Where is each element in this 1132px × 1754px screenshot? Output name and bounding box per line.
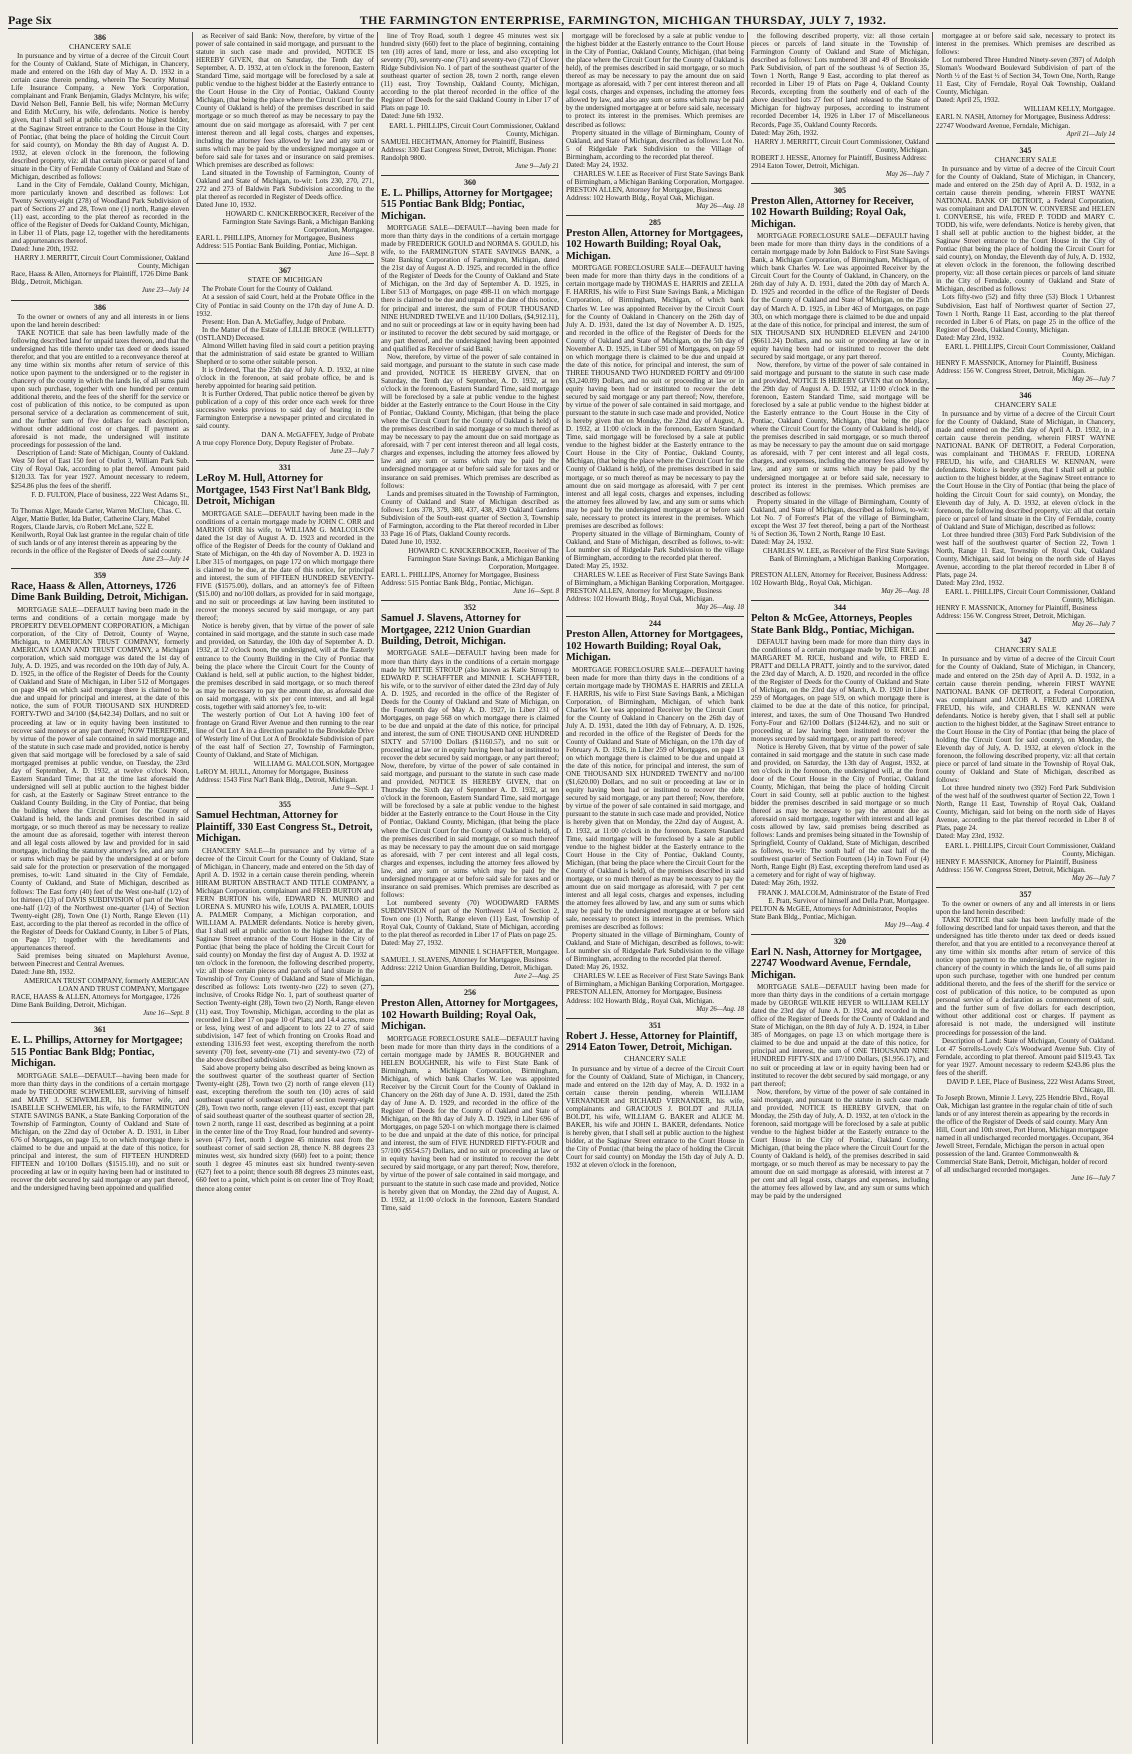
notice-paragraph: MORTGAGE SALE—DEFAULT—having been made for more than thirty days in the conditions of a certain mortgage made by FREDERICK GOULD and NORMA S. GOULD, his wife, to the FARMINGTON STATE SAVINGS BANK, a State Banking Corporation of Farmington, Michigan, dated the 21st day of August A. D. 1925, and recorded in the office of the Register of Deeds for the County of Oakland and State of Michigan, on the 3rd day of September A. D. 1925, in Liber 513 of Mortgages, on page 498-11 on which mortgage there is claimed to be due and unpaid at the date of this notice, for principal and interest, the sum of FOUR THOUSAND NINE HUNDRED TWELVE and 11/100 Dollars, ($4,912.11), and no suit or proceedings at law or in equity having been had or instituted to recover the debt secured by said mortgage, or any part thereof, and the undersigned having been appointed and qualified as Receiver of said Bank; — [381, 224, 559, 353]
notice-number: 351 — [649, 1020, 661, 1030]
notice-number: 285 — [649, 218, 661, 228]
notice-divider — [381, 985, 559, 986]
notice-paragraph: Lot numbered Three Hundred Ninety-seven (397) of Adolph Sloman's Woodward Boulevard Subdivision of part of the North ½ of the East ½ of Section 34, Town One, North, Range 11 East, City of Ferndale, Royal Oak Township, Oakland County, Michigan. — [936, 56, 1115, 97]
notice-number: 360 — [464, 177, 476, 187]
notice-attorneys: HENRY F. MASSNICK, Attorney for Plaintiff, Business Address: 156 W. Congress Street, Detroit, Michigan. — [936, 604, 1098, 621]
notice-number: 357 — [1019, 889, 1032, 899]
notice-divider — [196, 263, 374, 264]
notice-paragraph: Now, therefore, by virtue of the power of sale contained in said mortgage, and pursuant to the statute in such case made and provided, NOTICE IS HEREBY GIVEN, that on Monday, the 25th day of July, A. D. 1932, at ten o'clock in the forenoon, said mortgage will be foreclosed by a sale at public vendue to the highest bidder at the Easterly entrance to the Court House in the City of Pontiac, Oakland County, Michigan, (that being the place where the Circuit Court for the County of Oakland is held), of the premises described in said mortgage, or so much thereof as may be necessary to pay the amount due on said mortgage as aforesaid, with interest at 7 per cent and all legal costs, charges and expenses, including the attorney fees allowed by law, and any sum or sums which may be paid by the undersigned — [751, 1087, 929, 1201]
notice-signature: CHARLES W. LEE as Receiver of First State Savings Bank of Birmingham, a Michigan Banking Corporation, Mortgagee. — [566, 571, 744, 588]
notice-attorneys: PRESTON ALLEN, Attorney for Mortgagee, Business Address: 102 Howarth Bldg., Royal Oak, Michigan. — [566, 185, 722, 202]
notice-subhead: STATE OF MICHIGAN — [247, 275, 323, 285]
notice-paragraph: MORTGAGE FORECLOSURE SALE—DEFAULT having been made for more than thirty days in the conditions of a certain mortgage made by JAMES R. BOUGHNER and HELEN BOUGHNER, his wife to First State Bank of Birmingham, a Michigan Corporation, Birmingham, Michigan, of which bank Charles W. Lee was appointed Receiver by the Circuit Court for the County of Oakland in Chancery on the 26th day of June A. D. 1931, dated the 25th day of June A. D. 1929, and recorded in the office of the Register of Deeds for the County of Oakland and State of Michigan, on the 8th day of July A. D. 1929, in Liber 696 of Mortgages, on page 520-1 on which mortgage there is claimed to be due and unpaid at the date of this notice, for principal and interest, the sum of FIVE HUNDRED FIFTY-FOUR and 57/100 ($554.57) Dollars, and no suit or proceeding at law or in equity having been had or instituted to recover the debt secured by said mortgage, or any part thereof; Now, therefore, by virtue of the power of sale contained in said mortgage, and pursuant to the statute in such case made and provided, Notice is hereby given that on Monday, the 22nd day of August, A. D. 1932, at 11:00 o'clock in the forenoon, Eastern Standard Time, said — [381, 1034, 559, 1212]
notice-divider — [566, 1018, 744, 1019]
notice-paragraph: At a session of said Court, held at the Probate Office in the City of Pontiac in said County on the 17th day of June A. D. 1932. — [196, 293, 374, 318]
notice-paragraph: In pursuance and by virtue of a decree of the Circuit Court for the County of Oakland, State of Michigan, in Chancery, made and entered on the 25th day of April A. D. 1932, in a certain cause therein pending, wherein FIRST WAYNE NATIONAL BANK OF DETROIT, a Federal Corporation, was complainant and DALTON W. CONVERSE and HELEN I. CONVERSE, his wife, FRED P. TODD and MARY C. TODD, his wife, were defendants. Notice is hereby given, that I shall sell at public auction to the highest bidder, at the Saginaw Street entrance to the Court House in the City of Pontiac (that being the place of holding the Circuit Court for said county), on Monday, the Eleventh day of July, A. D. 1932, at eleven o'clock in the forenoon, the following described property, viz: all those certain pieces or parcels of land situate in the City of Ferndale, county of Oakland and State of Michigan, described as follows: — [936, 164, 1115, 294]
notice-run-dates: June 16—Sept. 8 — [143, 1010, 189, 1018]
notice-paragraph: In the Matter of the Estate of LILLIE BROCE (WILLETT) (OSTLAND) Deceased. — [196, 325, 374, 342]
notice-paragraph: Lots fifty-two (52) and fifty three (53) Block 1 Urbanrest Subdivision, East half of Northwest quarter of Section 27, Town 1 North, Range 11 East, according to the plat thereof recorded in Liber 6 of Plats, on page 25 in the office of the Register of Deeds, Oakland County, Michigan. — [936, 293, 1115, 334]
notice-paragraph: Land in the City of Ferndale, Oakland County, Michigan, more particularly known and described as follows: Lot Twenty Seventy-eight (278) of Woodland Park Subdivision of part of Sections 27 and 28, Town one (1) north, Range eleven (11) east, according to the plat thereof as recorded in the office of the Register of Deeds for Oakland County, Michigan, in Liber 11 of Plats, page 12, together with the hereditaments and appurtenances thereof. — [11, 180, 189, 246]
notice-paragraph: Property situated in the village of Birmingham, County of Oakland, and State of Michigan, described as follows, to-wit: Lot number six of Ridgedale Park Subdivision to the village of Birmingham, according to the recorded plat thereof. — [566, 931, 744, 964]
notice-attorneys: LeROY M. HULL, Attorney for Mortgagee, Business Address: 1543 First Nat'l Bank Bldg., Detroit, Michigan. — [196, 768, 358, 785]
legal-notice — [196, 32, 374, 259]
notice-divider — [936, 633, 1115, 634]
notice-date: Dated June 10, 1932. — [381, 537, 442, 546]
legal-notice — [936, 392, 1115, 629]
legal-notice — [381, 179, 559, 596]
notice-divider — [196, 797, 374, 798]
notice-divider — [381, 600, 559, 601]
notice-paragraph: Almond Willett having filed in said court a petition praying that the administration of said estate be granted to William Shepherd or to some other suitable person. — [196, 341, 374, 366]
notice-divider — [936, 887, 1115, 888]
legal-notice — [751, 187, 929, 596]
notice-signature: CHARLES W. LEE as Receiver of First State Savings Bank of Birmingham, a Michigan Banking Corporation, Mortgagee. — [566, 169, 744, 186]
legal-notice — [196, 464, 374, 793]
notice-signature: EARL L. PHILLIPS, Circuit Court Commissioner, Oakland County, Michigan. — [945, 841, 1115, 858]
notice-run-dates: May 19—Aug. 4 — [884, 921, 929, 929]
legal-notice — [196, 267, 374, 456]
notice-divider — [566, 215, 744, 216]
notice-paragraph: TAKE NOTICE that sale has been lawfully made of the following described land for unpaid taxes thereon, and that the undersigned has title thereto under tax deed or deeds issued therefor, and that you are entitled to a reconveyance thereof at any time within six months after return of service of this notice upon payment to the undersigned or to the register in chancery of the county in which the lands lie, of all sums paid upon such purchase, together with one hundred per centum additional thereto, and the fees of the sheriff for the service or cost of publication of this notice, to be computed as upon personal service of a declaration as commencement of suit, and the further sum of five dollars for each description, without other additional cost or charges. If payment as aforesaid is not made, the undersigned will institute proceedings for possession of the land. — [936, 915, 1115, 1037]
legal-notice — [196, 801, 374, 1192]
notice-signature: HARRY J. MERRITT, Circuit Court Commissioner, Oakland County, Michigan. — [754, 137, 929, 154]
notice-paragraph: It is Ordered, That the 25th day of July A. D. 1932, at nine o'clock in the forenoon, at said probate office, be and is hereby appointed for hearing said petition. — [196, 365, 374, 390]
notice-paragraph: Notice is hereby given, that by virtue of the power of sale contained in said mortgage, and the statute in such case made and provided, on Saturday, the 10th day of September A. D. 1932, at 12 o'clock noon, the undersigned, will at the Easterly entrance to the County Building in the City of Pontiac that being the place where the Circuit Court for the County of Oakland is held, sell at public auction, to the highest bidder, the premises described in said mortgage, or so much thereof as may be necessary to pay the amount due, as aforesaid due on said mortgage, with six per cent interest, and all legal costs, together with said attorney's fee, to-wit: — [196, 622, 374, 711]
notice-run-dates: June 16—Sept. 8 — [328, 251, 374, 259]
notice-date: Dated: May 23rd, 1932. — [936, 333, 1004, 342]
notice-signature: WILLIAM G. MALCOLSON, Mortgagee — [253, 760, 374, 769]
notice-number: 386 — [94, 302, 106, 312]
notice-signature: EARL L. PHILLIPS, Circuit Court Commissioner, Oakland County, Michigan. — [945, 588, 1115, 605]
notice-subhead: CHANCERY SALE — [994, 400, 1057, 410]
notice-divider — [11, 1022, 189, 1023]
notice-paragraph: The westerly portion of Out Lot A having 100 feet of frontage on Grand River Avenue and then running to the rear line of Out Lot A in a direction parallel to the Brookdale Drive of Westerly line of Out Lot A of Brookdale Subdivision of part of the east half of Section 27, Township of Farmington, County of Oakland, and State of Michigan. — [196, 710, 374, 760]
notice-number: 346 — [1019, 390, 1032, 400]
legal-notice — [11, 572, 189, 1018]
notice-attorneys: A true copy Florence Doty, Deputy Register of Probate. — [196, 439, 354, 448]
notice-number: 347 — [1019, 636, 1032, 646]
notice-run-dates: June 16—July 7 — [1071, 1175, 1115, 1183]
legal-notice — [381, 604, 559, 981]
legal-notice — [381, 989, 559, 1211]
notice-date: Dated: April 25, 1932. — [936, 96, 1000, 105]
legal-notice — [936, 147, 1115, 384]
newspaper-title: THE FARMINGTON ENTERPRISE, FARMINGTON, MICHIGAN THURSDAY, JULY 7, 1932. — [359, 13, 887, 27]
notice-signature: DAVID P. LEE, Place of Business, 222 West Adams Street, Chicago, Ill. — [946, 1077, 1115, 1094]
notice-attorneys: EARL L. PHILLIPS, Attorney for Mortgagee, Business Address: 515 Pontiac Bank Bldg., Pontiac, Michigan. — [381, 571, 539, 588]
notice-attorneys: SAMUEL HECHTMAN, Attorney for Plaintiff, Business Address: 330 East Congress Street, Detroit, Michigan. Phone: Randolph 9800. — [381, 137, 557, 162]
notice-paragraph: To the owner or owners of any and all interests in or liens upon the land herein described: — [936, 899, 1115, 916]
notice-attorneys: PRESTON ALLEN, Attorney for Receiver, Business Address: 102 Howarth Bldg., Royal Oak, Michigan. — [751, 571, 928, 588]
notice-date: Dated: May 24, 1932. — [566, 160, 629, 169]
notice-attorneys: EARL N. NASH, Attorney for Mortgagee, Business Address: 22747 Woodward Avenue, Ferndale, Michigan. — [936, 113, 1111, 130]
notice-run-dates: June 23—July 7 — [330, 448, 374, 456]
notice-number: 344 — [834, 603, 846, 613]
notice-signature: AMERICAN TRUST COMPANY, formerly AMERICAN LOAN AND TRUST COMPANY, Mortgagee — [23, 977, 189, 994]
notice-run-dates: April 21—July 14 — [1066, 130, 1115, 138]
notice-run-dates: May 26—Aug. 18 — [696, 202, 744, 210]
notice-paragraph: MORTGAGE FORECLOSURE SALE—DEFAULT having been made for more than thirty days in the conditions of a certain mortgage made by THOMAS E. HARRIS and ZELLA F. HARRIS, his wife to First State Savings Bank, a Michigan Corporation, of Birmingham, Michigan, of which bank Charles W. Lee was appointed Receiver by the Circuit Court for the County of Oakland in Chancery on the 26th day of July A. D. 1931, dated the 1st day of November A. D. 1925, and recorded in the office of the Register of Deeds for the County of Oakland and State of Michigan, on the 5th day of November A. D. 1925, in Liber 591 of Mortgages, on page 59 on which mortgage there is claimed to be due and unpaid at the date of this notice, for principal and interest, the sum of THREE THOUSAND TWO HUNDRED FORTY and 09/100 ($3,240.09) Dollars, and no suit or proceeding at law or in equity having been had or instituted to recover the debt secured by said mortgage or any part thereof; Now, therefore, by virtue of the power of sale contained in said mortgage, and pursuant to the statute in such case made and provided, Notice is hereby given that on Monday, the 22nd day of August, A. D. 1932, at 11:00 o'clock in the forenoon, Eastern Standard Time, said mortgage will be foreclosed by a sale at public vendue to the highest bidder at the Easterly entrance to the Court House in the City of Pontiac, Oakland County, Michigan, (that being the place where the Circuit Court for the County of Oakland is held), of the premises described in said mortgage, or so much thereof as may be necessary to pay the amount due on said mortgage as aforesaid, with 7 per cent interest and all legal costs, charges and expenses, including the attorney fees allowed by law, and any sum or sums which may be paid by the undersigned mortgagee at or before said sale, necessary to protect its interest in the premises. Which premises are described as follows: — [566, 264, 744, 530]
masthead — [8, 6, 1118, 29]
notice-date: Dated: June 20th, 1932. — [11, 245, 79, 254]
notice-signature: MINNIE I. SCHAFFTER, Mortgagee. — [449, 948, 559, 957]
notice-signature: DAN A. McGAFFEY, Judge of Probate — [261, 431, 374, 440]
notice-attorneys: PRESTON ALLEN, Attorney for Mortgagee, Business Address: 102 Howarth Bldg., Royal Oak, Michigan. — [566, 988, 722, 1005]
notice-signature: CHARLES W. LEE as Receiver of First State Savings Bank of Birmingham, a Michigan Banking Corporation, Mortgagee. — [566, 972, 744, 989]
notice-run-dates: June 2—Aug. 25 — [513, 973, 559, 981]
notice-run-dates: May 26—Aug. 18 — [696, 1005, 744, 1013]
notice-attorneys: Race, Haass & Allen, Attorneys for Plaintiff, 1726 Dime Bank Bldg., Detroit, Michigan. — [11, 270, 189, 287]
notice-paragraph: Land situated in the Township of Farmington, County of Oakland and State of Michigan, to-wit: Lots 230, 270, 271, 272 and 273 of Baldwin Park Subdivision according to the plat thereof as recorded in Register of Deeds office. — [196, 168, 374, 201]
notice-headline: Robert J. Hesse, Attorney for Plaintiff, 2914 Eaton Tower, Detroit, Michigan. — [566, 1030, 738, 1054]
notice-headline: Preston Allen, Attorney for Mortgagees, 102 Howarth Building; Royal Oak, Michigan. — [381, 998, 558, 1033]
notice-run-dates: May 26—July 7 — [1071, 375, 1115, 383]
notice-run-dates: May 26—July 7 — [1071, 874, 1115, 882]
notice-paragraph: Description of Land: State of Michigan, County of Oakland. West 50 feet of East 150 feet of Outlot 3, William Park Sub. City of Royal Oak, according to plat thereof. Amount paid $120.33. Tax for year 1927. Amount necessary to redeem, $254.86 plus the fees of the sheriff. — [11, 449, 189, 490]
notice-run-dates: June 9—Sept. 1 — [331, 785, 374, 793]
notice-signature: EARL L. PHILLIPS, Circuit Court Commissioner, Oakland County, Michigan. — [945, 342, 1115, 359]
notice-headline: Samuel Hechtman, Attorney for Plaintiff, 330 East Congress St., Detroit, Michigan. — [196, 810, 373, 845]
notice-run-dates: May 26—Aug. 18 — [881, 588, 929, 596]
notice-number: 244 — [649, 619, 661, 629]
notice-paragraph: Property situated in the village of Birmingham, County of Oakland, and State of Michigan, described as follows: Lot No. 5 of Ridgedale Park Subdivision to the Village of Birmingham, according to the recorded plat thereof. — [566, 128, 744, 161]
notice-divider — [11, 568, 189, 569]
notice-paragraph: The Probate Court for the County of Oakland. — [202, 285, 333, 294]
notice-signature: EARL L. PHILLIPS, Circuit Court Commissioner, Oakland County, Michigan. — [389, 121, 559, 138]
legal-notice — [566, 219, 744, 612]
notice-paragraph: MORTGAGE SALE—DEFAULT having been made for more than thirty days in the conditions of a certain mortgage made by MITTIE STROUP (also known as Katie Stroup) to EDWARD P. SCHAFFTER and MINNIE I. SCHAFFTER, his wife, or to the survivor of either dated the 23rd day of July A. D. 1925, and recorded in the office of the Register of Deeds for the County of Oakland and State of Michigan, on the Fourteenth day of May A. D. 1927, in Liber 231 of Mortgages, on page 568 on which mortgage there is claimed to be due and unpaid at the date of this notice, for principal and interest, the sum of ONE THOUSAND ONE HUNDRED SIXTY and 57/100 Dollars ($1160.57), and no suit or proceeding at law or in equity having been had or instituted to recover the debt secured by said mortgage, or any part thereof; Now, therefore, by virtue of the power of sale contained in said mortgage, and pursuant to the statute in such case made and provided, NOTICE IS HEREBY GIVEN, that on Thursday the Sixth day of September A. D. 1932, at ten o'clock in the forenoon, Eastern Standard Time, said mortgage will be foreclosed by a sale at public vendue to the highest bidder at the Easterly entrance to the Court House in the City of Pontiac, Oakland County, Michigan, (that being the place where the Circuit Court for the County of Oakland is held), of the premises described in said mortgage, or so much thereof as may be necessary to pay the amount due on said mortgage as aforesaid, with 7 per cent interest and all legal costs, charges and expenses, including the attorney fees allowed by law, and any sum or sums which may be paid by the undersigned mortgagee at or before said sale for taxes and or insurance on said premises. Which premises are described as follows: — [381, 649, 559, 899]
column-4 — [563, 32, 748, 1744]
notice-number: 361 — [94, 1025, 106, 1035]
notice-paragraph: To the owner or owners of any and all interests in or liens upon the land herein described: — [11, 312, 189, 329]
notice-headline: Race, Haass & Allen, Attorneys, 1726 Dime Bank Building, Detroit, Michigan. — [11, 581, 189, 604]
notice-paragraph: Description of Land: State of Michigan, County of Oakland. Lot 47 Sorrells-Lovely Co's Woodward Avenue Sub. City of Ferndale, according to plat thereof. Amount paid $119.43. Tax for year 1927. Amount necessary to redeem $243.86 plus the fees of the sheriff. — [936, 1036, 1115, 1077]
notice-subhead: CHANCERY SALE — [69, 42, 131, 52]
notice-paragraph: Property situated in the village of Birmingham, County of Oakland, and State of Michigan, described as follows, to-wit: Lot No. 7 of Forrest's Plat of the village of Birmingham, except the West 37 feet thereof, being a part of the Northeast ¼ of Section 36, Town 2 North, Range 10 East. — [751, 497, 929, 538]
notice-headline: Earl N. Nash, Attorney for Mortgagee, 22747 Woodward Avenue, Ferndale, Michigan. — [751, 946, 922, 981]
notice-number: 331 — [279, 463, 291, 473]
notice-date: Dated: May 25, 1932. — [566, 562, 629, 571]
notice-subhead: CHANCERY SALE — [994, 154, 1057, 164]
notice-paragraph: DEFAULT having been made for more than thirty days in the conditions of a certain mortgage made by DEE RICE and MARGARET M. RICE, husband and wife, to FRED E. PRATT and DELLA PRATT, jointly and to the survivor, dated the 23rd day of March, A. D. 1920, and recorded in the office of the Register of Deeds for the County of Oakland and State of Michigan, on the 23rd day of March, A. D. 1920 in Liber 259 of Mortgages, on page 519, on which mortgage there is claimed to be due at the date of this notice, for principal, interest, and taxes, the sum of One Thousand Two Hundred Forty-Four and 62/100 Dollars ($1244.62), and no suit or proceeding at law having been instituted to recover the moneys secured by said mortgage, or any part thereof; — [751, 638, 929, 743]
notice-attorneys: EARL L. PHILLIPS, Attorney for Mortgagee, Business Address: 515 Pontiac Bank Building, Pontiac, Michigan. — [196, 234, 358, 251]
notice-date: Dated: May 27, 1932. — [381, 939, 444, 948]
notice-number: 345 — [1019, 145, 1032, 155]
notice-number: 359 — [94, 571, 106, 580]
notice-paragraph: In pursuance and by virtue of a decree of the Circuit Court for the County of Oakland, State of Michigan, in Chancery, made and entered on the 25th day of April A. D. 1932, in a certain cause therein pending, wherein FIRST WAYNE NATIONAL BANK OF DETROIT, a Federal Corporation, was complainant and THOMAS F. FREUD, LORENA FREUD, his wife, and CHARLES W. KENNAN, were defendants. Notice is hereby given, that I shall sell at public auction to the highest bidder, at the Saginaw Street entrance to the Court House in the City of Pontiac (that being the place of holding the Circuit Court for said county), on Monday, the Eleventh day of July, A. D. 1932, at eleven o'clock in the forenoon, the following described property, viz: all that certain piece or parcel of land situate in the City of Ferndale, county of Oakland and State of Michigan, described as follows: — [936, 410, 1115, 531]
notice-paragraph: the following described property, viz: all those certain pieces or parcels of land situate in the Township of Farmington County of Oakland and State of Michigan, described as follows: Lots numbered 38 and 49 of Brookside Park Subdivision, of part of the southeast ¼ of Section 35, Town 1 North, Range 9 East, according to plat thereof as recorded in Liber 19 of Plats on Page 4, Oakland County Records, excepting from the southerly end of each of the above described lots 27 feet of land released to the State of Michigan for highway purposes, according to instrument recorded December 14, 1926 in Liber 17 of Miscellaneous Records, Page 35, Oakland County Records. — [751, 32, 929, 129]
notice-paragraph: line of Troy Road, south 1 degree 45 minutes west six hundred sixty (660) feet to the place of beginning, containing ten (10) acres of land, more or less, and also excepting lot seventy (70), seventy-one (71) and seventy-two (72) of Clover Ridge Subdivision No. 1 of part of the southeast quarter of the southeast quarter of section 28, town 2 north, range eleven (11) east, Troy Township, Oakland County, Michigan, according to the plat thereof recorded in the office of the Register of Deeds for the said Oakland County in Liber 17 of Plats on page 10. — [381, 32, 559, 113]
notice-signature: HOWARD C. KNICKERBOCKER, Receiver of The Farmington State Savings Bank, a Michigan Banking Corporation, Mortgagee. — [407, 546, 559, 572]
notice-attorneys: RACE, HAASS & ALLEN, Attorneys for Mortgagee, 1726 Dime Bank Building, Detroit, Michigan. — [11, 993, 181, 1010]
notice-date: Dated: May 26th, 1932. — [751, 879, 819, 888]
notice-paragraph: Now, therefore, by virtue of the power of sale contained in said mortgage and pursuant to the statute in such case made and provided, NOTICE IS HEREBY GIVEN that on Monday, the 29th day of August A. D. 1932, at 11:00 o'clock in the forenoon, Eastern Standard Time, said mortgage will be foreclosed by a sale at public vendue to the highest bidder at the Easterly entrance to the Court House in the City of Pontiac, Oakland County, Michigan, (that being the place where the Circuit Court for the County of Oakland is held), of the premises described in said mortgage, or so much thereof as may be necessary to pay the amount due on said mortgage as aforesaid, with 7 per cent interest and all legal costs, charges, and expenses, including the attorney fees allowed by law, and any sum or sums which may be paid by the undersigned mortgagee at or before said sale, necessary to protect its interest in the premises. Which premises are described as follows: — [751, 360, 929, 498]
notice-paragraph: Said premises being situated on Maplehurst Avenue, between Pinecrest and Central Avenues. — [11, 951, 189, 968]
notice-attorneys: HENRY F. MASSNICK, Attorney for Plaintiff, Business Address: 156 W. Congress Street, Detroit, Michigan. — [936, 358, 1098, 375]
notice-run-dates: May 26—Aug. 18 — [696, 604, 744, 612]
notice-attorneys: PELTON & McGEE, Attorneys for Administrator, Peoples State Bank Bldg., Pontiac, Michigan. — [751, 904, 918, 921]
notice-paragraph: MORTGAGE SALE—DEFAULT having been made for more than thirty days in the conditions of a certain mortgage made by GEORGE WILKIE HEYER to WILLIAM KELLY dated the 23rd day of June A. D. 1924, and recorded in the office of the Register of Deeds for the County of Oakland and State of Michigan, on the 8th day of July A. D. 1924, in Liber 385 of Mortgages, on page 13 on which mortgage there is claimed to be due and unpaid at the date of this notice, for principal and interest, the sum of ONE THOUSAND NINE HUNDRED FIFTY-SIX and 17/100 Dollars, ($1,956.17), and no suit or proceeding at law or in equity having been had or instituted to recover the debt secured by said mortgage, or any part thereof; — [751, 983, 929, 1088]
notice-paragraph: MORTGAGE SALE—DEFAULT having been made in the conditions of a certain mortgage made by JOHN C. ORR and MARION ORR his wife, to WILLIAM G. MALCOLSON dated the 1st day of August A. D. 1923 and recorded in the office of the Register of Deeds for the county of Oakland and State of Michigan, on the 4th day of November A. D. 1923 in Liber 315 of mortgages, on page 172 on which mortgage there is claimed to be due, at the date of this notice, for principal and interest, the sum of FIFTEEN HUNDRED SEVENTY-FIVE ($1575.00), dollars, and an attorney's fee of Fifteen ($15.00) and no/100 dollars, as provided for in said mortgage, and no suit or proceedings at law having been instituted to recover the moneys secured by said mortgage, or any part thereof; — [196, 509, 374, 623]
notice-date: Dated: May 23rd, 1932. — [936, 579, 1004, 588]
notice-divider — [11, 300, 189, 301]
notice-number: 305 — [834, 185, 846, 195]
notice-date: Dated: May 26th, 1932. — [751, 128, 819, 137]
notice-paragraph: as Receiver of said Bank: Now, therefore, by virtue of the power of sale contained in said mortgage, and pursuant to the statute in such case made and provided, NOTICE IS HEREBY GIVEN, that on Saturday, the Tenth day of September, A. D. 1932, at ten o'clock in the forenoon, Eastern Standard Time, said mortgage will be foreclosed by a sale at public vendue to the highest bidder at the Easterly entrance to the Court House in the City of Pontiac, Oakland County Michigan, (that being the place where the Circuit Court for the County of Oakland is held) of the premises described in said mortgage or so much thereof as may be necessary to pay the amount due on said mortgage as aforesaid, with 7 per cent interest thereon and all legal costs, charges and expenses, including the attorney fees allowed by law and any sum or sums which may be paid by the undersigned mortgagee at or before said sale for taxes and or insurance on said premises. Which premises are described as follows: — [196, 32, 374, 169]
column-3 — [378, 32, 563, 1744]
notice-paragraph: In pursuance and by virtue of a decree of the Circuit Court for the County of Oakland, State of Michigan, in Chancery, made and entered on the 16th day of May A. D. 1932 in a certain cause therein pending, wherein The Security Mutual Life Insurance Company, a New York Corporation, complainant and Frank Benjamin, Gladys McIntyre, his wife; David Nelson Bell, Fannie Bell, his wife; Norman McCurry and Edith McCurry, his wife, defendants. Notice is hereby given, that I shall sell at public auction to the highest bidder, at the Saginaw Street entrance to the Court House in the City of Pontiac, (that being the place of holding the Circuit Court for said county), on Monday the 8th day of August A. D. 1932, at eleven o'clock in the forenoon, the following described property, viz: all that certain piece or parcel of land situate in the City of Ferndale County of Oakland and State of Michigan, described as follows: — [11, 52, 189, 181]
notice-paragraph: CHANCERY SALE—In pursuance and by virtue of a decree of the Circuit Court for the County of Oakland, State of Michigan, in Chancery, made and entered on the 5th day of April A. D. 1932 in a certain cause therein pending, wherein HIRAM BURTON ABSTRACT AND TITLE COMPANY, a Michigan Corporation, complainant and FRED BURTON and FERN BURTON his wife, EDWARD N. MUNRO and LORENA S. MUNRO his wife, LOUIS A. PALMER, LOUIS A. PALMER Company, a Michigan corporation, and WILLIAM A. PALMER defendants. Notice is hereby given, that I shall sell at public auction to the highest bidder, at the Saginaw Street entrance of the Court House in the City of Pontiac (that being the place of holding the Circuit Court for said county) on Monday the first day of August A. D. 1932 at ten o'clock in the forenoon, the following described property, viz: all those certain pieces and parcels of land situate in the Township of Troy County of Oakland and State of Michigan, described as follows: Lots twenty-two (22) to seven (27), inclusive, of Crooks Ridge No. 1, part of southeast quarter of Section Twenty-eight (28), Town two (2) North, Range eleven (11) east, Troy Township, Michigan, according to the plat as recorded in Liber 17 on page 10 of Plats; and 14.4 acres, more or less, lying west of and adjacent to lots 22 to 27 of said subdivision, 147 feet of which fronting on Crooks Road and extending 1316.93 feet west, excepting therefrom the north seventy (70) feet, seventy-one (71) and seventy-two (72) of the above described subdivision. — [196, 846, 374, 1064]
notice-signature: F. D. FULTON, Place of business, 222 West Adams St., Chicago, Ill. — [31, 490, 189, 507]
notice-subhead: CHANCERY SALE — [624, 1054, 686, 1064]
notice-divider — [751, 934, 929, 935]
notice-number: 320 — [834, 936, 846, 946]
column-1 — [8, 32, 193, 1744]
notice-date: Dated: June 6th 1932. — [381, 112, 444, 121]
notice-signature: HOWARD C. KNICKERBOCKER, Receiver of the Farmington State Savings Bank, a Michigan Banking Corporation, Mortgagee. — [222, 210, 374, 235]
legal-notice — [566, 1022, 744, 1170]
notice-headline: E. L. Phillips, Attorney for Mortgagee; 515 Pontiac Bank Bldg; Pontiac, Michigan. — [381, 187, 553, 222]
notice-paragraph: mortgage will be foreclosed by a sale at public vendue to the highest bidder at the Easterly entrance to the Court House in the City of Pontiac, Oakland County, Michigan, (that being the place where the Circuit Court for the County of Oakland is held), of the premises described in said mortgage, or so much thereof as may be necessary to pay the amount due on said mortgage as aforesaid, with 7 per cent interest thereon and all legal costs, charges and expenses, including the attorney fees allowed by law, and also any sum or sums which may be paid by the undersigned mortgagee at or before said sale, necessary to protect its interest in the premises. Which premises are described as follows: — [566, 32, 744, 129]
notice-paragraph: mortgagee at or before said sale, necessary to protect its interest in the premises. Which premises are described as follows: — [936, 32, 1115, 57]
legal-notice — [751, 32, 929, 179]
notice-attorneys: To Thomas Alger, Maude Carter, Warren McClure, Chas. C. Alger, Mattie Butler, Ida Butler, Catherine Clary, Mabel Rogers, Claude Jarvis, c/o Robert McLane, 522 E. Kenilworth, Royal Oak last grantee in the regular chain of title of such lands or of any interest therein as appearing by the records in the office of the Register of Deeds of said county. — [11, 506, 189, 555]
notice-signature: FRANK J. MALCOLM, Administrator of the Estate of Fred E. Pratt, Survivor of himself and Della Pratt, Mortgagee. — [757, 888, 929, 905]
notice-divider — [751, 600, 929, 601]
columns-container — [8, 32, 1120, 1744]
notice-headline: Preston Allen, Attorney for Receiver, 102 Howarth Building; Royal Oak, Michigan. — [751, 195, 914, 230]
notice-signature: CHARLES W. LEE, as Receiver of the First State Savings Bank of Birmingham, a Michigan Banking Corporation, Mortgagee. — [762, 546, 929, 572]
column-6 — [933, 32, 1118, 1744]
notice-paragraph: It is Further Ordered, That public notice thereof be given by publication of a copy of this order once each week for three successive weeks previous to said day of hearing in the Farmington Enterprise a newspaper printed and circulated in said county. — [196, 390, 374, 431]
notice-attorneys: SAMUEL J. SLAVENS, Attorney for Mortgagee, Business Address: 2212 Union Guardian Building, Detroit, Michigan. — [381, 956, 553, 973]
legal-notice — [751, 604, 929, 930]
column-2 — [193, 32, 378, 1744]
legal-notice — [381, 32, 559, 171]
notice-run-dates: June 9—July 21 — [515, 162, 559, 170]
notice-paragraph: Lands and premises situated in the Township of Farmington, County of Oakland and State of Michigan described as follows: Lots 378, 379, 380, 437, 438, 439 Oakland Gardens Subdivision of the South-east quarter of Section 3, Township of Farmington, according to the Plat thereof recorded in Liber 33 Page 16 of Plats, Oakland County records. — [381, 489, 559, 538]
notice-divider — [936, 388, 1115, 389]
column-5 — [748, 32, 933, 1744]
notice-divider — [196, 460, 374, 461]
notice-run-dates: June 23—July 14 — [141, 287, 189, 295]
legal-notice — [936, 32, 1115, 139]
notice-paragraph: MORTGAGE SALE—DEFAULT—having been made for more than thirty days in the conditions of a certain mortgage made by THEODORE SCHWEMLER, surviving of himself and MARY J. SCHWEMLER, his former wife, and ISABELLE SCHWEMLER, his wife, to the FARMINGTON STATE SAVINGS BANK, a State Banking Corporation of the Township of Farmington, County of Oakland and State of Michigan, on the 22nd day of October A. D. 1931, in Liber 676 of Mortgages, on page 15, to on which mortgage there is claimed to be due and unpaid at the date of this notice, for principal and interest, the sum of FIFTEEN HUNDRED FIFTEEN and 10/100 Dollars ($1515.10), and no suit or proceeding at law or in equity having been had or instituted to recover the debt secured by said mortgage or any part thereof, and the undersigned having been appointed and qualified — [11, 1071, 189, 1193]
notice-number: 352 — [464, 603, 476, 613]
notice-headline: LeRoy M. Hull, Attorney for Mortgagee, 1543 First Nat'l Bank Bldg, Detroit, Michigan — [196, 473, 371, 508]
notice-signature: HARRY J. MERRITT, Circuit Court Commissioner, Oakland County, Michigan — [14, 254, 189, 271]
notice-paragraph: MORTGAGE SALE—DEFAULT having been made in the terms and conditions of a certain mortgage made by PROPERTY DEVELOPMENT CORPORATION, a Michigan corporation, of the City of Detroit, County of Wayne, Michigan, to AMERICAN TRUST COMPANY, formerly AMERICAN LOAN AND TRUST COMPANY, a Michigan corporation, which said mortgage was dated the 1st day of July, A. D. 1925, and was recorded on the 10th day of July, A. D. 1925, in the office of the Register of Deeds for the County of Oakland and State of Michigan, in Liber 512 of Mortgages on page 494 on which said mortgage there is claimed to be due and unpaid for principal and interest, at the date of this notice, the sum of FOUR THOUSAND SIX HUNDRED FORTY-TWO and 34/100 ($4,642.34) Dollars, and no suit or proceeding at law or in equity having been instituted to recover said moneys or any part thereof; NOW THEREFORE, by virtue of the power of sale contained in said mortgage and of the statute in such case made and provided, notice is hereby given that said mortgage will be foreclosed by a sale of said mortgaged premises at public vendue, on Tuesday, the 23rd day of September, A. D. 1932, at twelve o'clock Noon, Eastern Standard Time; that at the time last aforesaid the undersigned will sell at public auction to the highest bidder for cash, at the Easterly or Saginaw Street entrance to the Oakland County Building, in the City of Pontiac, that being the building where the Circuit Court for the County of Oakland is held, the lands and premises described in said mortgage, or so much thereof as may be necessary to realize the amount due as aforesaid, together with interest thereon and all legal costs allowed by law and provided for in said mortgage, including the statutory attorney's fee, and any sum or sums which may be paid by the undersigned at or before said sale for the protection or preservation of the mortgaged premises, to-wit: Land situated in the City of Ferndale, County of Oakland, and State of Michigan, described as follows: The East forty (40) feet of the West one-half (1/2) of lot thirteen (13) of DAVIS SUBDIVISION of part of the West one-half (1/2) of the Northwest one-quarter (1/4) of Section Twenty-eight (28), Town One (1) North, Range Eleven (11) East, according to the plat thereof as recorded in the office of the Register of Deeds for Oakland County, in Liber 5 of Plats, on Page 17; together with the hereditaments and appurtenances thereof. — [11, 605, 189, 952]
legal-notice — [11, 1026, 189, 1192]
notice-paragraph: Now, therefore, by virtue of the power of sale contained in said mortgage, and pursuant to the statute in such case made and provided, NOTICE IS HEREBY GIVEN, that on Saturday, the Tenth day of September, A. D. 1932, at ten o'clock in the forenoon, Eastern Standard Time, said mortgage will be foreclosed by a sale at public vendue to the highest bidder at the Easterly entrance to the Court House in the City of Pontiac, Oakland County, Michigan, (that being the place where the Circuit Court for the County of Oakland is held) of the premises described in said mortgage or so much thereof as may be necessary to pay the amount due on said mortgage as aforesaid, with 7 per cent interest thereon and all legal costs, charges and expenses, including the attorney fees allowed by law and any sum or sums which may be paid by the undersigned mortgagee at or before said sale for taxes and or insurance on said premises. Which premises are described as follows: — [381, 352, 559, 490]
notice-date: Dated: June 8th, 1932. — [11, 967, 76, 976]
notice-paragraph: Property situated in the village of Birmingham, County of Oakland, and State of Michigan, described as follows, to-wit: Lot number six of Ridgedale Park Subdivision to the village of Birmingham, according to the recorded plat thereof. — [566, 529, 744, 562]
notice-divider — [936, 143, 1115, 144]
notice-number: 256 — [464, 988, 476, 998]
notice-paragraph: TAKE NOTICE that sale has been lawfully made of the following described land for unpaid taxes thereon, and that the undersigned has title thereto under tax deed or deeds issued therefor, and that you are entitled to a reconveyance thereof at any time within six months after return of service of this notice upon payment to the undersigned or to the register in chancery of the county in which the lands lie, of all sums paid upon such purchase, together with one hundred per centum additional thereto, and the fees of the sheriff for the service or cost of publication of this notice, to be computed as upon personal service of a declaration as commencement of suit, and the further sum of five dollars for each description, without other additional cost or charges. If payment as aforesaid is not made, the undersigned will institute proceedings for possession of the land. — [11, 328, 189, 450]
notice-attorneys: PRESTON ALLEN, Attorney for Mortgagee, Business Address: 102 Howarth Bldg., Royal Oak, Michigan. — [566, 587, 722, 604]
notice-date: Dated: May 26, 1932. — [566, 963, 629, 972]
notice-divider — [381, 175, 559, 176]
legal-notice — [936, 891, 1115, 1184]
notice-run-dates: June 16—Sept. 8 — [513, 588, 559, 596]
notice-date: Dated: May 23rd, 1932. — [936, 832, 1004, 841]
notice-number: 386 — [94, 33, 106, 42]
notice-date: Dated: May 24, 1932. — [751, 537, 814, 546]
notice-number: 367 — [279, 266, 291, 276]
legal-notice — [11, 304, 189, 565]
notice-headline: Samuel J. Slavens, Attorney for Mortgagee, 2212 Union Guardian Building, Detroit, Michigan. — [381, 613, 531, 648]
notice-divider — [566, 616, 744, 617]
notice-run-dates: May 26—July 7 — [1071, 621, 1115, 629]
notice-paragraph: Lot three hundred ninety two (392) Ford Park Subdivision of the west half of the southwest quarter of Section 22, Town 1 North, Range 11 East, Township of Royal Oak, Oakland County, Michigan, said lot being on the north side of Hayes Avenue, according to the plat thereof recorded in Liber 8 of Plats, page 24. — [936, 784, 1115, 833]
notice-attorneys: To Joseph Brown, Minnie J. Levy, 225 Hendrie Blvd., Royal Oak, Michigan last grantee in the regular chain of title of such lands or of any interest therein as appearing by the records in the office of the Register of Deeds of said county. Mary Ann Hill, Court and 10th street, Port Huron, Michigan mortgagee named in all undischarged recorded mortgages. Occupant, 364 Jewell Street, Ferndale, Michigan the person in actual open possession of the land. Grantee Commonwealth & Commercial State Bank, Detroit, Michigan, holder of record of all undischarged recorded mortgages. — [936, 1093, 1114, 1175]
notice-signature: WILLIAM KELLY, Mortgagee. — [1024, 105, 1115, 114]
notice-paragraph: MORTGAGE FORECLOSURE SALE—DEFAULT having been made for more than thirty days in the conditions of a certain mortgage made by THOMAS E. HARRIS and ZELLA F. HARRIS, his wife to First State Savings Bank, a Michigan Corporation, of Birmingham, Michigan, of which bank Charles W. Lee was appointed Receiver by the Circuit Court for the County of Oakland in Chancery on the 26th day of July A. D. 1931, dated the 10th day of February, A. D. 1926, and recorded in the office of the Register of Deeds for the County of Oakland and State of Michigan, on the 17th day of February A. D. 1926, in Liber 259 of Mortgages, on page 13 on which mortgage there is claimed to be due and unpaid at the date of this notice, for principal and interest, the sum of ONE THOUSAND SIX HUNDRED TWENTY and no/100 ($1,620.00) Dollars, and no suit or proceeding at law or in equity having been had or instituted to recover the debt secured by said mortgage, or any part thereof; Now, therefore, by virtue of the power of sale contained in said mortgage, and pursuant to the statute in such case made and provided, Notice is hereby given that on Monday, the 22nd day of August, A. D. 1932, at 11:00 o'clock in the forenoon, Eastern Standard Time, said mortgage will be foreclosed by a sale at public vendue to the highest bidder at the Easterly entrance to the Court House in the City of Pontiac, Oakland County, Michigan, (that being the place where the Circuit Court for the County of Oakland is held), of the premises described in said mortgage, or so much thereof as may be necessary to pay the amount due on said mortgage as aforesaid, with 7 per cent interest and all legal costs, charges and expenses, including the attorney fees allowed by law, and any sum or sums which may be paid by the undersigned mortgagee at or before said sale, necessary to protect its interest in the premises. Which premises are described as follows: — [566, 665, 744, 932]
notice-number: 355 — [279, 800, 291, 810]
notice-paragraph: Present: Hon. Dan A. McGaffey, Judge of Probate. — [202, 317, 346, 326]
notice-attorneys: HENRY F. MASSNICK, Attorney for Plaintiff, Business Address: 156 W. Congress Street, Detroit, Michigan. — [936, 857, 1098, 874]
notice-paragraph: In pursuance and by virtue of a decree of the Circuit Court for the County of Oakland, State of Michigan, in Chancery, made and entered on the 25th day of April A. D. 1932, in a certain cause therein pending, wherein FIRST WAYNE NATIONAL BANK OF DETROIT, a Federal Corporation, was complainant and JACOB A. FREUD and LORENA FREUD, his wife, and CHARLES W. KENNAN were defendants. Notice is hereby given, that I shall sell at public auction to the highest bidder, at the Saginaw Street entrance to the Court House in the City of Pontiac (that being the place of holding the Circuit Court for said county), on Monday, the Eleventh day of July, A. D. 1932, at eleven o'clock in the forenoon, the following described property, viz: all that certain piece or parcel of land situate in the Township of Royal Oak, county of Oakland and State of Michigan, described as follows: — [936, 655, 1115, 785]
page-label: Page Six — [8, 13, 52, 27]
notice-date: Dated June 10, 1932. — [196, 200, 257, 209]
notice-attorneys: ROBERT J. HESSE, Attorney for Plaintiff, Business Address: 2914 Eaton Tower, Detroit, Michigan. — [751, 153, 927, 170]
legal-notice — [751, 938, 929, 1201]
legal-notice — [566, 620, 744, 1013]
notice-paragraph: Lot three hundred three (303) Ford Park Subdivision of the west half of the southwest quarter of Section 22, Town 1 North, Range 11 East, Township of Royal Oak, Oakland County, Michigan, said lot being on the north side of Hayes Avenue, according to the plat thereof recorded in Liber 8 of Plats, page 24. — [936, 530, 1115, 579]
notice-paragraph: Lot numbered seventy (70) WOODWARD FARMS SUBDIVISION of part of the Northwest 1/4 of Section 2, Town one (1) North, Range eleven (11) East, Township of Royal Oak, County of Oakland, State of Michigan, according to the plat thereof as recorded in Liber 17 of Plats on page 25. — [381, 898, 559, 940]
notice-run-dates: May 26—July 7 — [885, 170, 929, 178]
notice-paragraph: Said above property being also described as being known as the southwest quarter of the southeast quarter of Section Twenty-eight (28), Town two (2) north of range eleven (11) east, excepting therefrom the south ten (10) acres of said southeast quarter of southeast quarter of section twenty-eight (28), Town two north, range eleven (11) east, except that part of said southeast quarter of the southeast quarter of section 28, town 2 north, range 11 east, described as beginning at a point in the center line of the Troy Road, four hundred and seventy-seven (477) feet, north 1 degree 45 minutes east from the southeast corner of said section 28, thence N. 88 degrees 23 minutes west, six hundred sixty (660) feet to a point; thence south 1 degree 45 minutes east six hundred twenty-seven (627) feet to a point; thence south 88 degrees 23 minutes east, 660 feet to a point, which point is on center line of Troy Road; thence along center — [196, 1063, 374, 1193]
notice-divider — [751, 183, 929, 184]
legal-notice — [566, 32, 744, 211]
notice-headline: Pelton & McGee, Attorneys, Peoples State Bank Bldg., Pontiac, Michigan. — [751, 613, 915, 636]
notice-run-dates: June 23—July 14 — [141, 555, 189, 563]
notice-paragraph: Notice is Hereby Given, that by virtue of the power of sale contained in said mortgage and the statute in such case made and provided, on Saturday, the 13th day of August, 1932, at ten o'clock in the forenoon, the undersigned will, at the front door of the Court House in the City of Pontiac, Oakland County, Michigan, that being the place of holding Circuit Court in said County, sell at public auction to the highest bidder the premises described in said mortgage or so much thereof as may be necessary to pay the amount due as aforesaid on said mortgage, together with interest and all legal costs allowed by law, said premises being described as follows: Lands and premises being situated in the Township of Springfield, County of Oakland, State of Michigan, described as follows, to-wit: The south half of the east half of the southwest quarter of Section Fourteen (14) in Town Four (4) North, Range Eight (8) East, excepting therefrom land used as a cemetery and for right of way of highway. — [751, 742, 929, 880]
notice-headline: E. L. Phillips, Attorney for Mortgagee; 515 Pontiac Bank Bldg; Pontiac, Michigan. — [11, 1035, 183, 1070]
legal-notice — [936, 637, 1115, 882]
notice-headline: Preston Allen, Attorney for Mortgagees, 102 Howarth Building; Royal Oak, Michigan. — [566, 629, 743, 664]
notice-paragraph: MORTGAGE FORECLOSURE SALE—DEFAULT having been made for more than thirty days in the conditions of a certain mortgage made by John Baldock to First State Savings Bank, a Michigan Corporation, of Birmingham, Michigan, of which bank Charles W. Lee was appointed Receiver by the Circuit Court for the County of Oakland, in Chancery, on the 26th day of July A. D. 1931, dated the 20th day of March A. D. 1925 and recorded in the office of the Register of Deeds for the County of Oakland and State of Michigan, on the 25th day of March A. D. 1925, in Liber 463 of Mortgages, on page 303, on which mortgage there is claimed to be due and unpaid at the date of this notice, for principal and interest, the sum of SIX THOUSAND SIX HUNDRED ELEVEN and 24/100 ($6611.24) Dollars, and no suit or proceeding at law or in equity having been had or instituted to recover the debt secured by said mortgage, or any part thereof. — [751, 232, 929, 361]
notice-headline: Preston Allen, Attorney for Mortgagees, 102 Howarth Building; Royal Oak, Michigan. — [566, 228, 743, 262]
notice-paragraph: In pursuance and by virtue of a decree of the Circuit Court for the County of Oakland, State of Michigan, in Chancery, made and entered on the 12th day of May, A. D. 1932 in a certain cause therein pending, wherein WILLIAM VERNANDER and RICHARD VERNANDER, his wife, complainants and GRACIOUS J. BOLDT and JULIA BOLDT, his wife, WILLIAM G. BAKER and ALICE M. BAKER, his wife and JOHN L. BAKER, defendants. Notice is hereby given, that I shall sell at public auction to the highest bidder, at the Saginaw Street entrance to the Court House in the City of Pontiac (that being the place of holding the Circuit Court for said county) on Monday the 15th day of July A. D. 1932 at eleven o'clock in the forenoon, — [566, 1064, 744, 1170]
notice-subhead: CHANCERY SALE — [994, 645, 1057, 655]
legal-notice — [11, 34, 189, 296]
